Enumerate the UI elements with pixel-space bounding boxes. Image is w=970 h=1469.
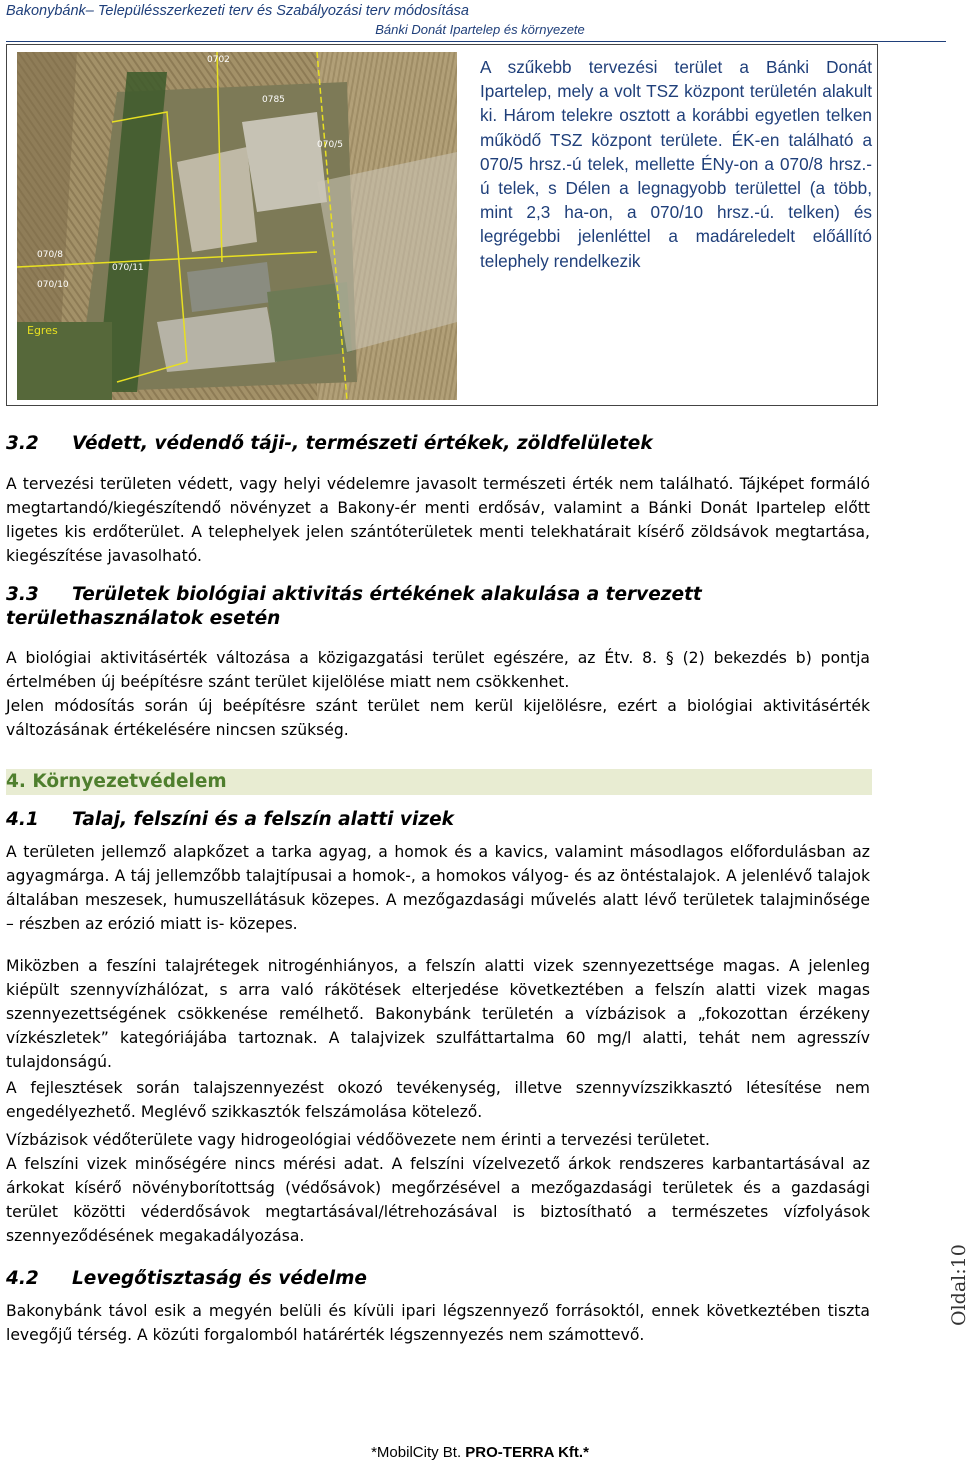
map-label-070-10: 070/10 [37,280,69,290]
header-subtitle: Bánki Donát Ipartelep és környezete [375,22,585,37]
section-3-3-heading [6,583,872,631]
section-4-1-paragraph-5: A felszíni vizek minőségére nincs mérési adat. A felszíni vízelvezető árkok rendszeres karbantartásával az árkokat kísérő növényborítottság (védősávok) megőrzésével a mezőgazdasági területek és a gazdasági terület közötti véderdősávok megtartásával/létrehozásával is biztosítható a természetes vízfolyások szennyeződésének megakadályozása. [6,1155,870,1245]
figure-caption: A szűkebb tervezési terület a Bánki Donát Ipartelep, mely a volt TSZ központ területén alakult ki. Három telekre osztott a korábbi egyetlen telken működő TSZ központ területe. ÉK-en található a 070/5 hrsz.-ú telek, mellette ÉNy-on a 070/8 hrsz.-ú telek, s Délen a legnagyobb területtel (a több, mint 2,3 ha-on, a 070/10 hrsz.-ú. telken) és legrégebbi jelenléttel a madáreledelt előállító telephely rendelkezik [480,57,872,271]
map-label-0702: 0702 [207,55,230,65]
section-4-2-number: 4.2 [6,1268,39,1289]
section-4-1-number: 4.1 [6,809,39,830]
section-4-heading: 4. Környezetvédelem [6,771,227,792]
section-3-2-number: 3.2 [6,433,39,454]
section-4-1-paragraph-4: Vízbázisok védőterülete vagy hidrogeológiai védőövezete nem érinti a tervezési területet. [6,1131,710,1149]
map-label-egres: Egres [27,324,58,337]
section-4-1-title: Talaj, felszíni és a felszín alatti vizek [72,809,454,830]
aerial-photo [17,52,457,400]
section-3-3-title: Területek biológiai aktivitás értékének alakulása a tervezett területhasználatok esetén [6,584,702,629]
section-4-2-heading [6,1267,872,1291]
map-label-070-5: 070/5 [317,140,343,150]
page-number: Oldal:10 [948,1244,970,1326]
section-4-1-paragraph-3: A fejlesztések során talajszennyezést okozó tevékenység, illetve szennyvízszikkasztó létesítése nem engedélyezhető. Meglévő szikkasztók felszámolása kötelező. [6,1079,870,1121]
section-3-2-paragraph: A tervezési területen védett, vagy helyi védelemre javasolt természeti érték nem található. Tájképet formáló megtartandó/kiegészítendő növényzet a Bakony-ér menti erdősáv, valamint a Bánki Donát Ipartelep előtt ligetes kis erdőterület. A telephelyek jelen szántóterületek menti telekhatárait kísérő zöldsávok megtartása, kiegészítése javasolható. [6,475,870,565]
section-3-3-paragraph-2: Jelen módosítás során új beépítésre szánt terület nem kerül kijelölésre, ezért a biológiai aktivitásérték változásának értékelésére nincsen szükség. [6,697,870,739]
section-3-3-paragraph-1: A biológiai aktivitásérték változása a közigazgatási terület egészére, az Étv. 8. § (2) bekezdés b) pontja értelmében új beépítésre szánt terület kijelölése miatt nem csökkenhet. [6,649,870,691]
footer-left: *MobilCity Bt. [371,1444,462,1461]
section-4-1-heading [6,808,872,832]
section-4-1-paragraph-2: Miközben a feszíni talajrétegek nitrogénhiányos, a felszín alatti vizek szennyezettsége magas. A jelenleg kiépült szennyvízhálózat, s arra való rákötések elterjedése következtében a felszín alatti vizek magas szennyezettségének csökkenése remélhető. Bakonybánk területén a vízbázisok a „fokozottan érzékeny vízkészletek” kategóriájába tartoznak. A talajvizek szulfáttartalma 60 mg/l alatti, tehát nem agresszív tulajdonságú. [6,957,870,1071]
section-3-2-title: Védett, védendő táji-, természeti értékek, zöldfelületek [72,433,653,454]
section-3-3-number: 3.3 [6,584,39,605]
map-label-070-8: 070/8 [37,250,63,260]
section-4-1-paragraph-1: A területen jellemző alapkőzet a tarka agyag, a homok és a kavics, valamint másodlagos előfordulásban az agyagmárga. A táj jellemzőbb talajtípusai a homok-, a homokos vályog- és az öntéstalajok. A jelenlévő talajok általában meszesek, humuszellátásuk közepes. A mezőgazdasági művelés alatt lévő területek talajminősége – részben az erózió miatt is- közepes. [6,843,870,933]
footer [0,1444,960,1461]
section-4-2-paragraph: Bakonybánk távol esik a megyén belüli és kívüli ipari légszennyező forrásoktól, ennek következtében tiszta levegőjű térség. A közúti forgalomból határérték légszennyezés nem számottevő. [6,1302,870,1344]
map-label-070-11: 070/11 [112,263,144,273]
header-rule [6,41,946,42]
map-label-0785: 0785 [262,95,285,105]
section-3-2-heading [6,432,872,456]
figure-box [6,44,878,406]
section-4-2-title: Levegőtisztaság és védelme [72,1268,367,1289]
footer-right: PRO-TERRA Kft.* [465,1444,589,1461]
header-title: Bakonybánk– Településszerkezeti terv és Szabályozási terv módosítása [6,3,469,19]
